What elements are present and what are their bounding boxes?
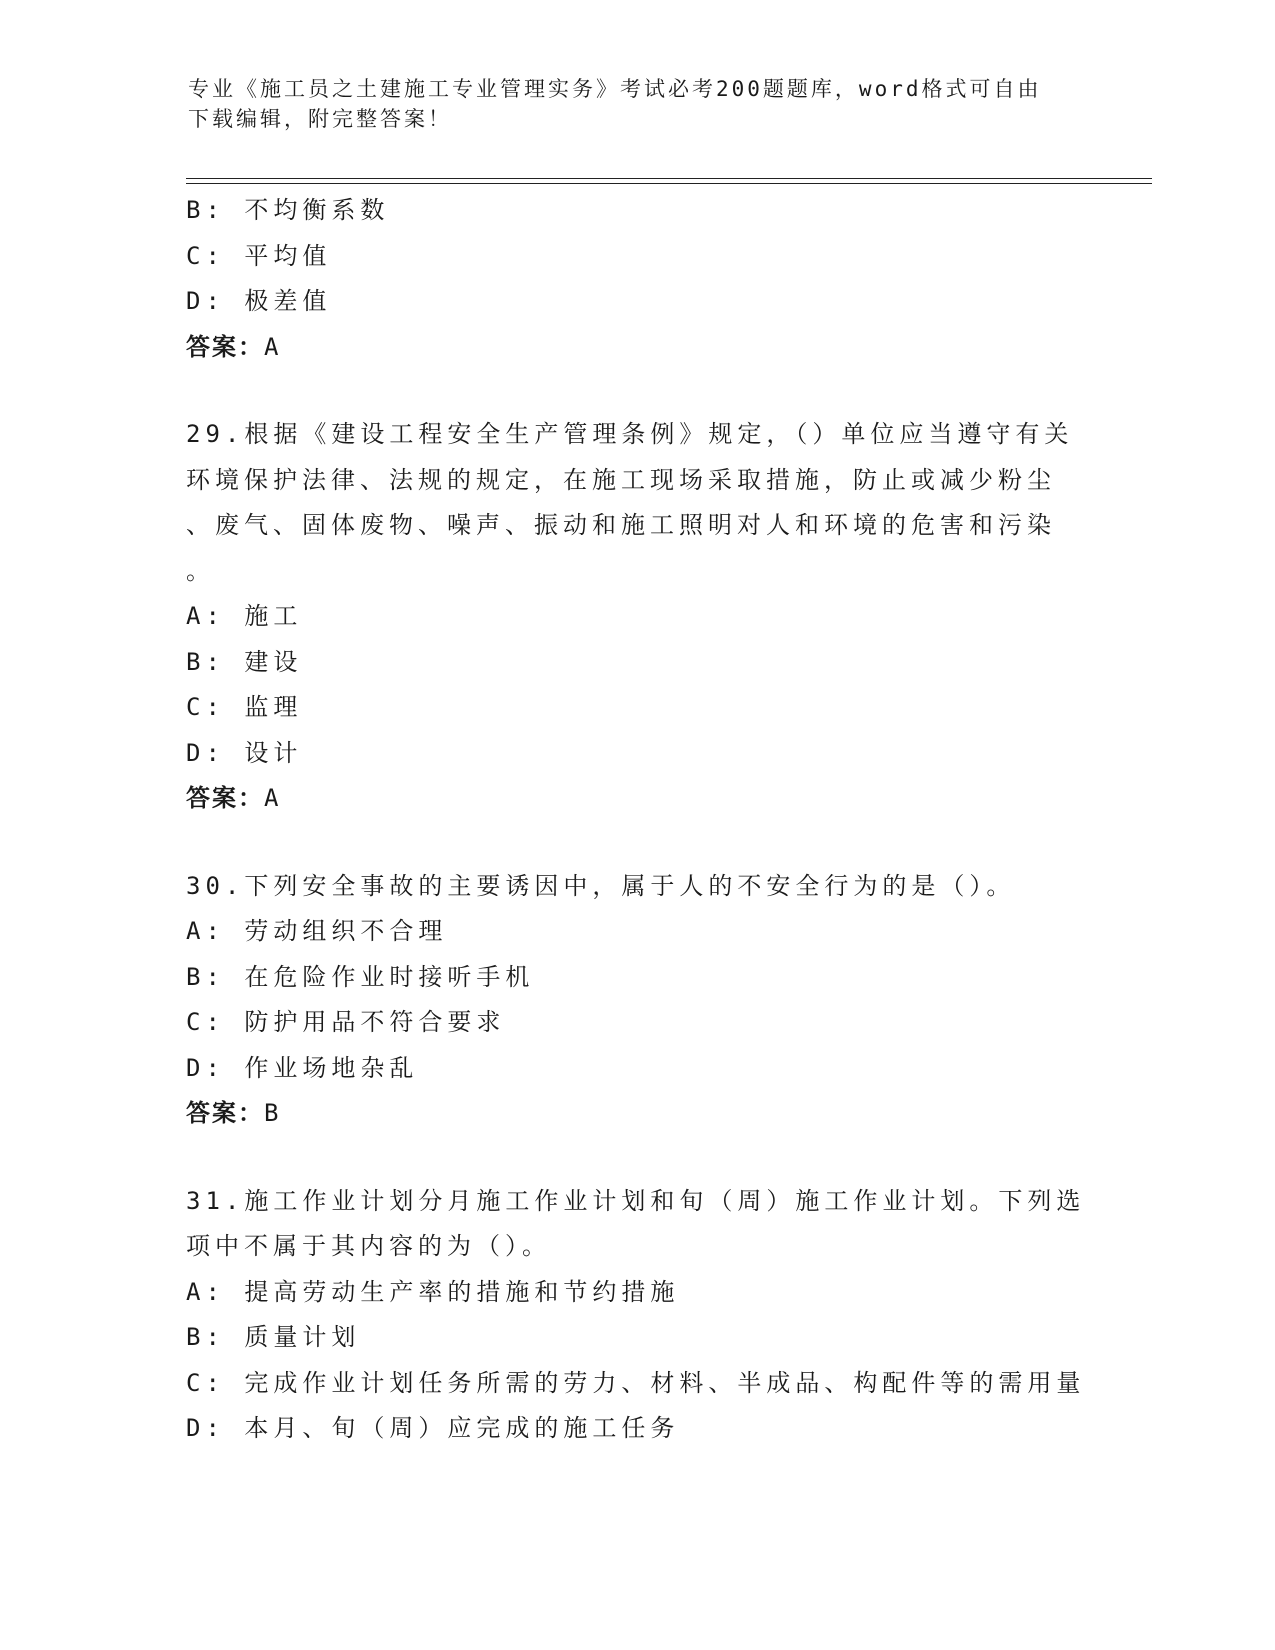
option-label: D: — [186, 738, 245, 767]
header-rule-top — [186, 178, 1152, 179]
answer-line — [186, 325, 1086, 371]
answer-label: 答案： — [186, 332, 264, 361]
question-29 — [186, 412, 1086, 822]
option-text: 监理 — [244, 693, 303, 721]
option-text: 建设 — [244, 647, 303, 676]
option-text: 设计 — [244, 738, 303, 767]
option-text: 作业场地杂乱 — [244, 1053, 419, 1082]
option-text: 施工 — [244, 602, 303, 630]
option-d — [186, 1406, 1086, 1452]
option-label: D: — [186, 1053, 245, 1082]
question-text-line: 、废气、固体废物、噪声、振动和施工照明对人和环境的危害和污染 — [186, 511, 1056, 539]
option-label: B: — [186, 196, 245, 224]
option-label: B: — [186, 647, 245, 676]
option-label: C: — [186, 241, 245, 270]
option-text: 在危险作业时接听手机 — [244, 962, 535, 991]
option-b — [186, 188, 1086, 234]
option-label: A: — [186, 602, 245, 630]
answer-label: 答案： — [186, 784, 264, 812]
option-label: A: — [186, 917, 245, 945]
option-label: B: — [186, 1323, 245, 1351]
option-b — [186, 955, 1086, 1001]
option-text: 完成作业计划任务所需的劳力、材料、半成品、构配件等的需用量 — [244, 1368, 1086, 1397]
question-text-line: 29.根据《建设工程安全生产管理条例》规定，（）单位应当遵守有关 — [186, 420, 1074, 448]
option-text: 质量计划 — [244, 1323, 361, 1351]
option-d — [186, 279, 1086, 325]
question-30 — [186, 864, 1086, 1137]
option-text: 防护用品不符合要求 — [244, 1008, 506, 1036]
answer-line — [186, 776, 1086, 822]
option-label: C: — [186, 1368, 245, 1397]
question-31 — [186, 1179, 1086, 1452]
question-text-line: 项中不属于其内容的为（）。 — [186, 1232, 551, 1260]
answer-value: A — [264, 332, 281, 361]
option-c — [186, 1361, 1086, 1407]
option-d — [186, 731, 1086, 777]
option-label: D: — [186, 287, 245, 315]
question-text-line: 。 — [186, 556, 215, 585]
option-text: 劳动组织不合理 — [244, 917, 448, 945]
option-text: 极差值 — [244, 287, 332, 315]
option-c — [186, 685, 1086, 731]
option-label: C: — [186, 1008, 245, 1036]
option-a — [186, 594, 1086, 640]
option-label: A: — [186, 1277, 245, 1306]
answer-value: A — [264, 784, 281, 812]
option-label: C: — [186, 693, 245, 721]
option-b — [186, 640, 1086, 686]
option-d — [186, 1046, 1086, 1092]
question-text-line: 30.下列安全事故的主要诱因中，属于人的不安全行为的是（）。 — [186, 871, 1016, 900]
option-text: 本月、旬（周）应完成的施工任务 — [244, 1414, 680, 1442]
answer-value: B — [264, 1099, 281, 1127]
option-label: B: — [186, 962, 245, 991]
option-label: D: — [186, 1414, 245, 1442]
question-text-line: 31.施工作业计划分月施工作业计划和旬（周）施工作业计划。下列选 — [186, 1186, 1086, 1215]
question-text-line: 环境保护法律、法规的规定，在施工现场采取措施，防止或减少粉尘 — [186, 465, 1056, 494]
option-a — [186, 1270, 1086, 1316]
option-a — [186, 909, 1086, 955]
header-rule-bottom — [186, 183, 1152, 184]
option-b — [186, 1315, 1086, 1361]
option-c — [186, 234, 1086, 280]
header-line-1: 专业《施工员之土建施工专业管理实务》考试必考200题题库，word格式可自由 — [188, 77, 1042, 101]
option-text: 平均值 — [244, 241, 332, 270]
question-28-continuation — [186, 188, 1086, 370]
answer-line — [186, 1091, 1086, 1137]
option-c — [186, 1000, 1086, 1046]
option-text: 提高劳动生产率的措施和节约措施 — [244, 1277, 680, 1306]
option-text: 不均衡系数 — [244, 196, 390, 224]
document-body — [186, 188, 1086, 1452]
answer-label: 答案： — [186, 1099, 264, 1127]
header-line-2: 下载编辑，附完整答案！ — [188, 107, 452, 131]
page-header — [188, 74, 1068, 134]
